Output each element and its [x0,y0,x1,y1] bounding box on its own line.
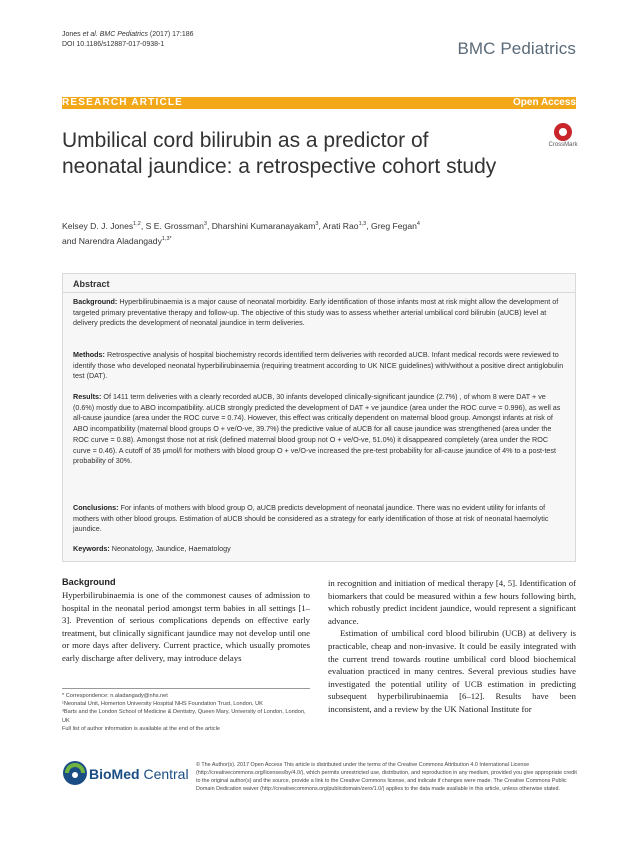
author[interactable]: and Narendra Aladangady$^{1,3*}$ [62,235,172,246]
crossmark-badge[interactable] [548,123,578,148]
crossmark-icon [554,123,572,141]
doi[interactable]: DOI 10.1186/s12887-017-0938-1 [62,41,165,48]
affiliation-footnote: ¹Neonatal Unit, Homerton University Hospital NHS Foundation Trust, London, UK [62,701,263,708]
biomed-central-wordmark: BioMed Central [89,766,189,782]
abstract-results: Results: Of 1411 term deliveries with a clearly recorded aUCB, 30 infants developed clinically-significant jaundice (2.7%) , of whom 8 were DAT + ve (0.6%) mostly due to ABO incompatibility. aUCB strongly predicted the development of DAT + ve jaundice (area under the ROC curve = 0.996), as well as all-cause jaundice (area under the ROC curve = 0.74). However, this effect was critically dependent on maternal blood group. Amongst infants at risk of ABO incompatibility (maternal blood groups O + ve/O-ve, 39.7%) the predictive value of aUCB for all cause jaundice was strengthened (area under the ROC curve = 0.88). Amongst those not at risk (defined maternal blood group not O + ve/O-ve, 51.0%) it disappeared completely (area under the ROC curve = 0.46). A cutoff of 35 μmol/l for mothers with blood group O + ve/O-ve increased the pre-test probability for all-cause jaundice of 4% to a post-test probability of 30%. [73,392,561,466]
author-list: Kelsey D. J. Jones$^{1,2}$, S E. Grossman$^3$, Dharshini Kumaranayakam$^3$, Arati Rao$^{1,3}$, Greg Fegan$^4$ and Narendra Aladangady$^{1,3*}$ [62,220,420,246]
license-statement: © The Author(s). 2017 Open Access This article is distributed under the terms of the Creative Commons Attribution 4.0 International License (http://creativecommons.org/licenses/by/4.0/), which permits unrestricted use, distribution, and reproduction in any medium, provided you give appropriate credit to the original author(s) and the source, provide a link to the Creative Commons license, and indicate if changes were made. The Creative Commons Public Domain Dedication waiver (http://creativecommons.org/publicdomain/zero/1.0/) applies to the data made available in this article, unless otherwise stated. [196,762,577,792]
journal-name: BMC Pediatrics [457,39,576,58]
abstract-heading: Abstract [73,279,110,289]
body-column-right [328,577,576,716]
article-title: Umbilical cord bilirubin as a predictor of neonatal jaundice: a retrospective cohort study [62,129,497,178]
abstract-methods: Methods: Retrospective analysis of hospital biochemistry records identified term deliveries with recorded aUCB. Infant medical records were reviewed to identify those who developed neonatal hyperbilirubinaemia (requiring treatment according to UK NICE guidelines) with/without a positive direct antiglobulin test (DAT). [73,350,564,381]
author[interactable]: Dharshini Kumaranayakam$^3$ [211,220,319,231]
author-info-footnote: Full list of author information is available at the end of the article [62,725,220,732]
correspondence-footnote[interactable]: * Correspondence: n.aladangady@nhs.net [62,693,168,699]
article-type-label: RESEARCH ARTICLE [62,97,184,108]
citation-journal: et al. BMC Pediatrics [82,31,148,38]
article-type-banner [62,97,576,109]
biomed-central-icon [62,760,88,786]
biomed-central-logo[interactable] [62,760,192,790]
citation-line [62,30,194,50]
affiliation-footnote: ³Barts and the London School of Medicine & Dentistry, Queen Mary, University of London, London, UK [62,709,306,724]
body-column-left: Hyperbilirubinaemia is one of the commonest causes of admission to hospital in the neonatal period amongst term babies in all settings [1–3]. Prevention of serious complications depends on effective early treatment, but clinically significant jaundice may not develop until one or more days after delivery. Current practice, which usually promotes early discharge after delivery, may introduce delays [62,590,310,663]
abstract-keywords: Keywords: Neonatology, Jaundice, Haematology [73,544,231,553]
citation-authors: Jones [62,31,83,38]
abstract-conclusions: Conclusions: For infants of mothers with blood group O, aUCB predicts development of neonatal jaundice. There was no evident utility for infants of mothers with other blood groups. Estimation of aUCB should be considered as a strategy for early identification of those at risk of neonatal haemolytic jaundice. [73,503,549,534]
author[interactable]: S E. Grossman$^3$ [145,220,207,231]
open-access-label: Open Access [513,97,576,108]
section-heading: Background [62,577,116,587]
body-paragraph: Estimation of umbilical cord blood bilirubin (UCB) at delivery is practicable, cheap and non-invasive. It could be easily integrated with the current trend towards routine umbilical cord blood biochemical evaluation practiced in many centres. Several previous studies have investigated the potential utility of UCB estimation in predicting subsequent hyperbilirubinaemia [6–12]. Results have been inconsistent, and a review by the UK National Institute for [328,628,576,714]
citation-volume: (2017) 17:186 [147,31,194,38]
abstract-divider [63,292,575,293]
crossmark-label: CrossMark [548,142,578,148]
abstract-box [62,273,576,562]
footnote-divider [62,688,310,689]
author[interactable]: Greg Fegan$^4$ [371,220,420,231]
abstract-background: Background: Hyperbilirubinaemia is a major cause of neonatal morbidity. Early identification of those infants most at risk might allow the development of targeted primary preventative therapy and follow-up. The objective of this study was to assess whether arterial umbilical cord bilirubin (aUCB) level at delivery predicts the development of neonatal jaundice in term deliveries. [73,297,559,328]
body-paragraph: in recognition and initiation of medical therapy [4, 5]. Identification of biomarkers that could be measured within a few hours following birth, which robustly predict incident jaundice, would represent a significant advance. [328,578,576,626]
footnotes [62,692,312,733]
author[interactable]: Arati Rao$^{1,3}$ [322,220,367,231]
author[interactable]: Kelsey D. J. Jones$^{1,2}$ [62,220,141,231]
